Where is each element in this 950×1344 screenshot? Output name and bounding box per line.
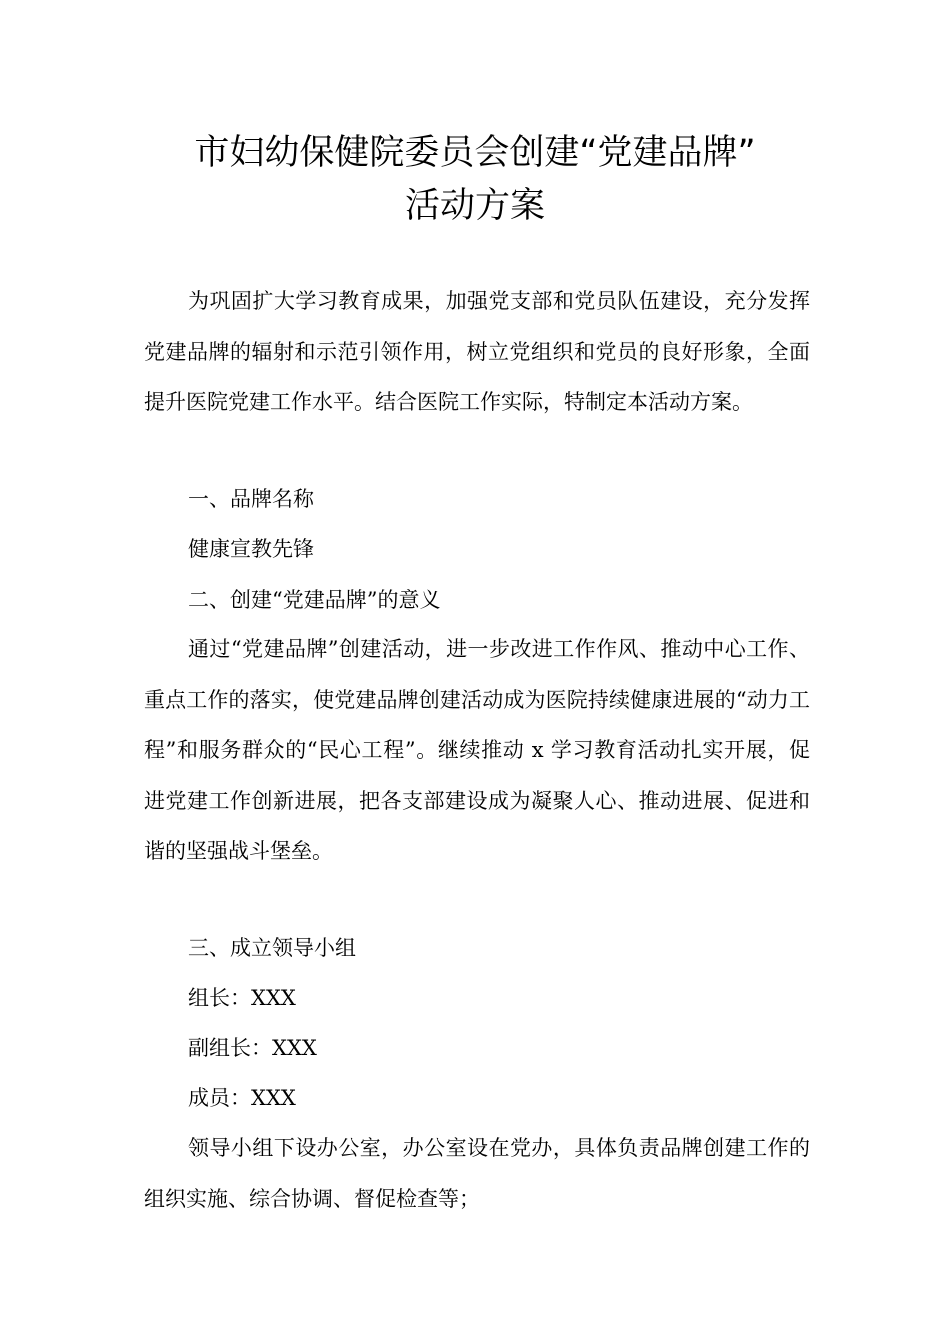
office-paragraph: 领导小组下设办公室，办公室设在党办，具体负责品牌创建工作的组织实施、综合协调、督促检查等； bbox=[144, 1136, 810, 1211]
intro-paragraph: 为巩固扩大学习教育成果，加强党支部和党员队伍建设，充分发挥党建品牌的辐射和示范引领作用，树立党组织和党员的良好形象，全面提升医院党建工作水平。结合医院工作实际，特制定本活动方案。 bbox=[144, 289, 810, 414]
leader-line: 组长：XXX bbox=[188, 986, 296, 1010]
section-3-heading: 三、成立领导小组 bbox=[188, 936, 356, 960]
section-2-heading: 二、创建“党建品牌”的意义 bbox=[188, 588, 441, 612]
members-line: 成员：XXX bbox=[188, 1086, 296, 1110]
significance-paragraph: 通过“党建品牌”创建活动，进一步改进工作作风、推动中心工作、重点工作的落实，使党建品牌创建活动成为医院持续健康进展的“动力工程”和服务群众的“民心工程”。继续推动 x 学习教育活动扎实开展，促进党建工作创新进展，把各支部建设成为凝聚人心、推动进展、促进和谐的坚强战斗堡垒。 bbox=[144, 637, 810, 863]
document-title-line-2: 活动方案 bbox=[404, 186, 545, 226]
document-title-line-1: 市妇幼保健院委员会创建“党建品牌” bbox=[194, 133, 756, 173]
brand-name-paragraph: 健康宣教先锋 bbox=[188, 537, 314, 561]
deputy-leader-line: 副组长：XXX bbox=[188, 1036, 317, 1060]
section-1-heading: 一、品牌名称 bbox=[188, 487, 314, 511]
